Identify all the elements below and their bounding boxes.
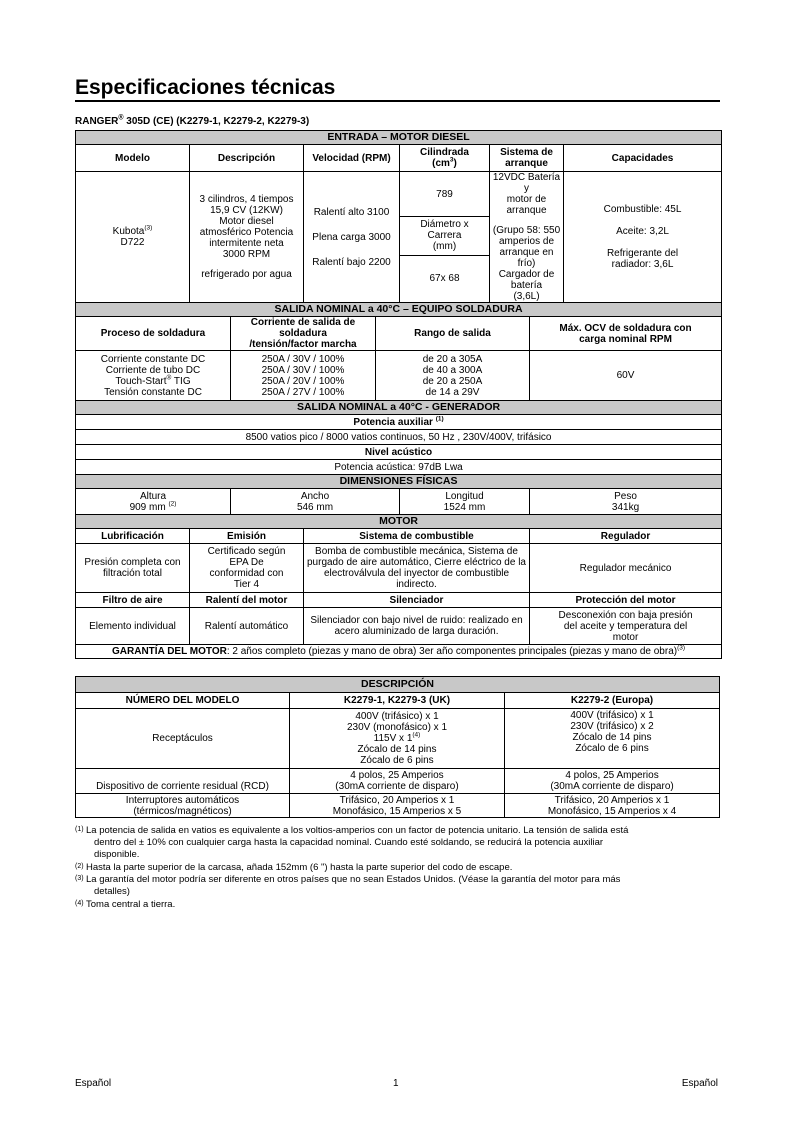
col-uk: K2279-1, K2279-3 (UK) [290, 693, 505, 709]
arr-line: Cargador de [498, 269, 555, 280]
section-generador-header: SALIDA NOMINAL a 40°C - GENERADOR [76, 401, 722, 415]
rcd-uk-line-2: (30mA corriente de disparo) [335, 781, 459, 792]
proceso-touch-name: Touch-Start [115, 375, 167, 387]
col-emision: Emisión [190, 529, 304, 544]
col-rango: Rango de salida [376, 317, 530, 351]
aux-label-text: Potencia auxiliar [353, 416, 436, 428]
proceso-item: Corriente de tubo DC [105, 364, 201, 376]
interruptores-eu [505, 794, 720, 818]
descripcion-cell [190, 172, 304, 303]
proceso-touch-reg: ® [166, 374, 172, 382]
section-soldadura-header: SALIDA NOMINAL a 40°C – EQUIPO SOLDADURA [76, 303, 722, 317]
cap-line-2: Aceite: 3,2L [616, 226, 669, 237]
velocidad-cell [304, 172, 400, 303]
footnote-line: Toma central a tierra. [86, 899, 176, 910]
recept-uk-line: 400V (trifásico) x 1 [355, 711, 439, 722]
col-combustible: Sistema de combustible [304, 529, 530, 544]
interruptores-uk [290, 794, 505, 818]
int-label-line-1: Interruptores automáticos [125, 794, 240, 806]
comb-line: electroválvula del inyector de combustible [323, 568, 510, 579]
arr-line: amperios de [498, 236, 555, 247]
col-modelo: Modelo [76, 145, 190, 172]
comb-line: Bomba de combustible mecánica, Sistema de [315, 546, 518, 557]
subtitle-model: RANGER [75, 116, 119, 127]
desc-line: 15,9 CV (12KW) [210, 205, 283, 216]
procesos-cell [76, 351, 231, 401]
arr-line: arranque en frío) [499, 247, 554, 269]
ocv-value: 60V [530, 351, 722, 401]
altura-label: Altura [139, 490, 167, 502]
section-descripcion-header: DESCRIPCIÓN [76, 677, 720, 693]
garantia-sup: (3) [677, 644, 686, 652]
vel-line-2: Plena carga 3000 [312, 231, 391, 243]
recept-eu-line: Zócalo de 6 pins [575, 743, 649, 754]
footer-left: Español [75, 1078, 112, 1089]
aux-value: 8500 vatios pico / 8000 vatios continuos, 50 Hz , 230V/400V, trifásico [76, 430, 722, 445]
lub-line-1: Presión completa con [84, 557, 181, 568]
recept-uk-line: Zócalo de 14 pins [357, 744, 437, 755]
section-dimensiones-header: DIMENSIONES FÍSICAS [76, 475, 722, 489]
col-ocv-line-2: carga nominal RPM [579, 333, 672, 345]
page-title: Especificaciones técnicas [75, 76, 336, 99]
longitud-label: Longitud [445, 490, 484, 502]
silen-line-2: acero aluminizado de larga duración. [334, 626, 499, 637]
lub-line-2: filtración total [103, 568, 162, 579]
footnotes [75, 825, 720, 911]
acoustic-label: Nivel acústico [76, 445, 722, 460]
corriente-item: 250A / 30V / 100% [261, 353, 345, 365]
model-subtitle [75, 116, 309, 127]
recept-eu-line: 400V (trifásico) x 1 [570, 710, 654, 721]
col-arranque-line-2: arranque [505, 158, 548, 169]
prot-line: del aceite y temperatura del [563, 620, 688, 632]
capacidades-cell [564, 172, 722, 303]
rcd-label: Dispositivo de corriente residual (RCD) [76, 769, 290, 794]
int-eu-line-1: Trifásico, 20 Amperios x 1 [554, 794, 670, 806]
col-corriente-line-3: /tensión/factor marcha [249, 339, 357, 350]
recept-uk-line: 230V (monofásico) x 1 [346, 722, 448, 733]
arr-line: batería [510, 280, 543, 291]
col-velocidad: Velocidad (RPM) [304, 145, 400, 172]
desc-line: atmosférico Potencia [199, 227, 294, 238]
rango-item: de 20 a 250A [422, 375, 483, 387]
rango-item: de 20 a 305A [422, 353, 483, 365]
col-numero-modelo: NÚMERO DEL MODELO [76, 693, 290, 709]
comb-line: indirecto. [396, 579, 437, 590]
cil-dc-line-2: (mm) [432, 241, 457, 253]
footnote-mark: (2) [75, 863, 84, 870]
page-number: 1 [393, 1078, 399, 1089]
corrientes-cell [231, 351, 376, 401]
rcd-uk [290, 769, 505, 794]
footer-right: Español [681, 1078, 718, 1089]
footnote-mark: (1) [75, 826, 84, 833]
peso-value: 341kg [611, 501, 640, 513]
modelo-line-2: D722 [120, 237, 145, 248]
col-arranque-line-1: Sistema de [500, 147, 553, 158]
footnote-3 [75, 874, 720, 898]
receptaculos-eu [505, 709, 720, 769]
peso-label: Peso [614, 490, 637, 502]
proceso-touch-tig: TIG [171, 375, 191, 387]
altura-cell [76, 489, 231, 515]
rango-item: de 40 a 300A [422, 364, 483, 376]
col-filtro: Filtro de aire [76, 593, 190, 608]
footnote-mark: (4) [75, 900, 84, 907]
desc-line-last: refrigerado por agua [201, 269, 292, 280]
desc-line: intermitente neta [209, 238, 284, 249]
proceso-item: Corriente constante DC [100, 353, 206, 365]
rcd-eu [505, 769, 720, 794]
emi-line: EPA De [229, 557, 264, 568]
aux-label [76, 415, 722, 430]
filtro-value: Elemento individual [76, 608, 190, 645]
int-label-line-2: (térmicos/magnéticos) [133, 805, 232, 817]
col-corriente-line-2: soldadura [279, 328, 327, 339]
recept-eu-line: 230V (trifásico) x 2 [570, 721, 654, 732]
footnote-mark: (3) [75, 875, 84, 882]
aux-label-sup: (1) [435, 415, 444, 423]
footnote-4 [75, 899, 720, 911]
cil-dc-line-1: Diámetro x Carrera [420, 219, 469, 242]
section-motor-header: MOTOR [76, 515, 722, 529]
col-ocv [530, 317, 722, 351]
subtitle-rest: 305D (CE) (K2279-1, K2279-2, K2279-3) [123, 116, 310, 127]
col-cilindrada-close: ) [453, 158, 457, 169]
col-ralenti: Ralentí del motor [190, 593, 304, 608]
corriente-item: 250A / 20V / 100% [261, 375, 345, 387]
altura-sup: (2) [168, 500, 177, 508]
lubrificacion-value [76, 544, 190, 593]
int-eu-line-2: Monofásico, 15 Amperios x 4 [547, 805, 677, 817]
emi-line: Certificado según [207, 546, 286, 557]
proceso-item-touch [78, 376, 228, 387]
col-cilindrada-unit: (cm [432, 158, 450, 169]
col-descripcion: Descripción [190, 145, 304, 172]
col-cilindrada-label: Cilindrada [420, 147, 469, 158]
arr-line: 12VDC Batería y [492, 172, 561, 194]
silen-line-1: Silenciador con bajo nivel de ruido: realizado en [310, 615, 523, 626]
vel-line-1: Ralentí alto 3100 [313, 206, 390, 218]
desc-line: Motor diesel [219, 216, 274, 227]
rcd-uk-line-1: 4 polos, 25 Amperios [350, 770, 444, 781]
arr-line: (3,6L) [513, 291, 540, 302]
vel-line-3: Ralentí bajo 2200 [312, 256, 391, 268]
receptaculos-label: Receptáculos [76, 709, 290, 769]
ancho-label: Ancho [300, 490, 330, 502]
description-table [75, 676, 720, 818]
garantia-label: GARANTÍA DEL MOTOR [112, 646, 227, 657]
int-uk-line-2: Monofásico, 15 Amperios x 5 [332, 805, 462, 817]
col-lubrificacion: Lubrificación [76, 529, 190, 544]
section-entrada-header: ENTRADA – MOTOR DIESEL [76, 131, 722, 145]
footnote-line: detalles) [94, 886, 130, 897]
regulador-value: Regulador mecánico [530, 544, 722, 593]
receptaculos-uk [290, 709, 505, 769]
footnote-line: La potencia de salida en vatios es equivalente a los voltios-amperios con un factor de potencia unitario. La tensión de salida está [86, 825, 629, 836]
col-corriente [231, 317, 376, 351]
col-ocv-line-1: Máx. OCV de soldadura con [559, 322, 692, 334]
title-rule [75, 100, 720, 102]
emi-line: Tier 4 [233, 579, 260, 590]
cilindrada-dc-label [400, 217, 490, 255]
footnote-line: dentro del ± 10% con cualquier carga hasta la capacidad nominal. Cuando esté soldando, se reducirá la potencia auxiliar [94, 837, 604, 848]
altura-value-line [78, 502, 228, 513]
desc-line: 3 cilindros, 4 tiempos [199, 194, 294, 205]
longitud-cell [400, 489, 530, 515]
modelo-cell [76, 172, 190, 303]
recept-uk-115: 115V x 1 [373, 733, 413, 744]
col-silenciador: Silenciador [304, 593, 530, 608]
garantia-text: : 2 años completo (piezas y mano de obra) 3er año componentes principales (piezas y mano de obra) [226, 646, 678, 657]
footnote-line: La garantía del motor podría ser diferente en otros países que no sean Estados Unidos. (Véase la garantía del motor para más [86, 874, 621, 885]
silenciador-value [304, 608, 530, 645]
rcd-eu-line-2: (30mA corriente de disparo) [550, 781, 674, 792]
cilindrada-dc-value: 67x 68 [400, 255, 490, 302]
peso-cell [530, 489, 722, 515]
cap-line-3b: radiador: 3,6L [611, 259, 674, 270]
garantia-motor [76, 645, 722, 659]
footnote-2 [75, 862, 720, 874]
col-cilindrada [400, 145, 490, 172]
col-corriente-line-1: Corriente de salida de [250, 317, 356, 328]
corriente-item: 250A / 27V / 100% [261, 386, 345, 398]
footnote-line: disponible. [94, 849, 140, 860]
interruptores-label [76, 794, 290, 818]
modelo-name: Kubota [112, 226, 145, 237]
emision-value [190, 544, 304, 593]
comb-line: purgado de aire automático, Cierre eléctrico de la [306, 557, 526, 568]
cap-line-3a: Refrigerante del [606, 248, 679, 259]
spec-table [75, 130, 722, 659]
col-proceso: Proceso de soldadura [76, 317, 231, 351]
subtitle-reg-mark: ® [118, 114, 124, 122]
col-proteccion: Protección del motor [530, 593, 722, 608]
altura-value: 909 mm [129, 501, 169, 513]
recept-uk-line: Zócalo de 6 pins [360, 755, 434, 766]
col-cilindrada-unit-line [402, 158, 487, 169]
desc-line: 3000 RPM [222, 249, 271, 260]
prot-line: Desconexión con baja presión [558, 609, 693, 621]
recept-uk-line-115 [292, 733, 502, 744]
recept-eu-line: Zócalo de 14 pins [572, 732, 652, 743]
rango-item: de 14 a 29V [425, 386, 480, 398]
col-cilindrada-sup: 3 [449, 156, 454, 164]
col-regulador: Regulador [530, 529, 722, 544]
ralenti-value: Ralentí automático [190, 608, 304, 645]
col-europa: K2279-2 (Europa) [505, 693, 720, 709]
col-arranque [490, 145, 564, 172]
modelo-sup: (3) [144, 224, 153, 232]
longitud-value: 1524 mm [443, 501, 486, 513]
modelo-line-1 [78, 226, 187, 237]
acoustic-value: Potencia acústica: 97dB Lwa [76, 460, 722, 475]
int-uk-line-1: Trifásico, 20 Amperios x 1 [339, 794, 455, 806]
combustible-value [304, 544, 530, 593]
arr-line: (Grupo 58: 550 [492, 225, 561, 236]
cap-line-1: Combustible: 45L [603, 204, 682, 215]
recept-uk-115-sup: (4) [412, 731, 421, 739]
proceso-item: Tensión constante DC [104, 386, 202, 398]
footnote-line: Hasta la parte superior de la carcasa, añada 152mm (6 ") hasta la parte superior del codo de escape. [86, 862, 513, 873]
arr-line: motor de arranque [506, 194, 547, 216]
arranque-cell [490, 172, 564, 303]
col-capacidades: Capacidades [564, 145, 722, 172]
cilindrada-value: 789 [400, 172, 490, 217]
rangos-cell [376, 351, 530, 401]
emi-line: conformidad con [209, 568, 284, 579]
ancho-value: 546 mm [296, 501, 334, 513]
corriente-item: 250A / 30V / 100% [261, 364, 345, 376]
footnote-1 [75, 825, 720, 861]
rcd-eu-line-1: 4 polos, 25 Amperios [565, 770, 659, 781]
ancho-cell [231, 489, 400, 515]
proteccion-value [530, 608, 722, 645]
prot-line: motor [612, 631, 639, 643]
